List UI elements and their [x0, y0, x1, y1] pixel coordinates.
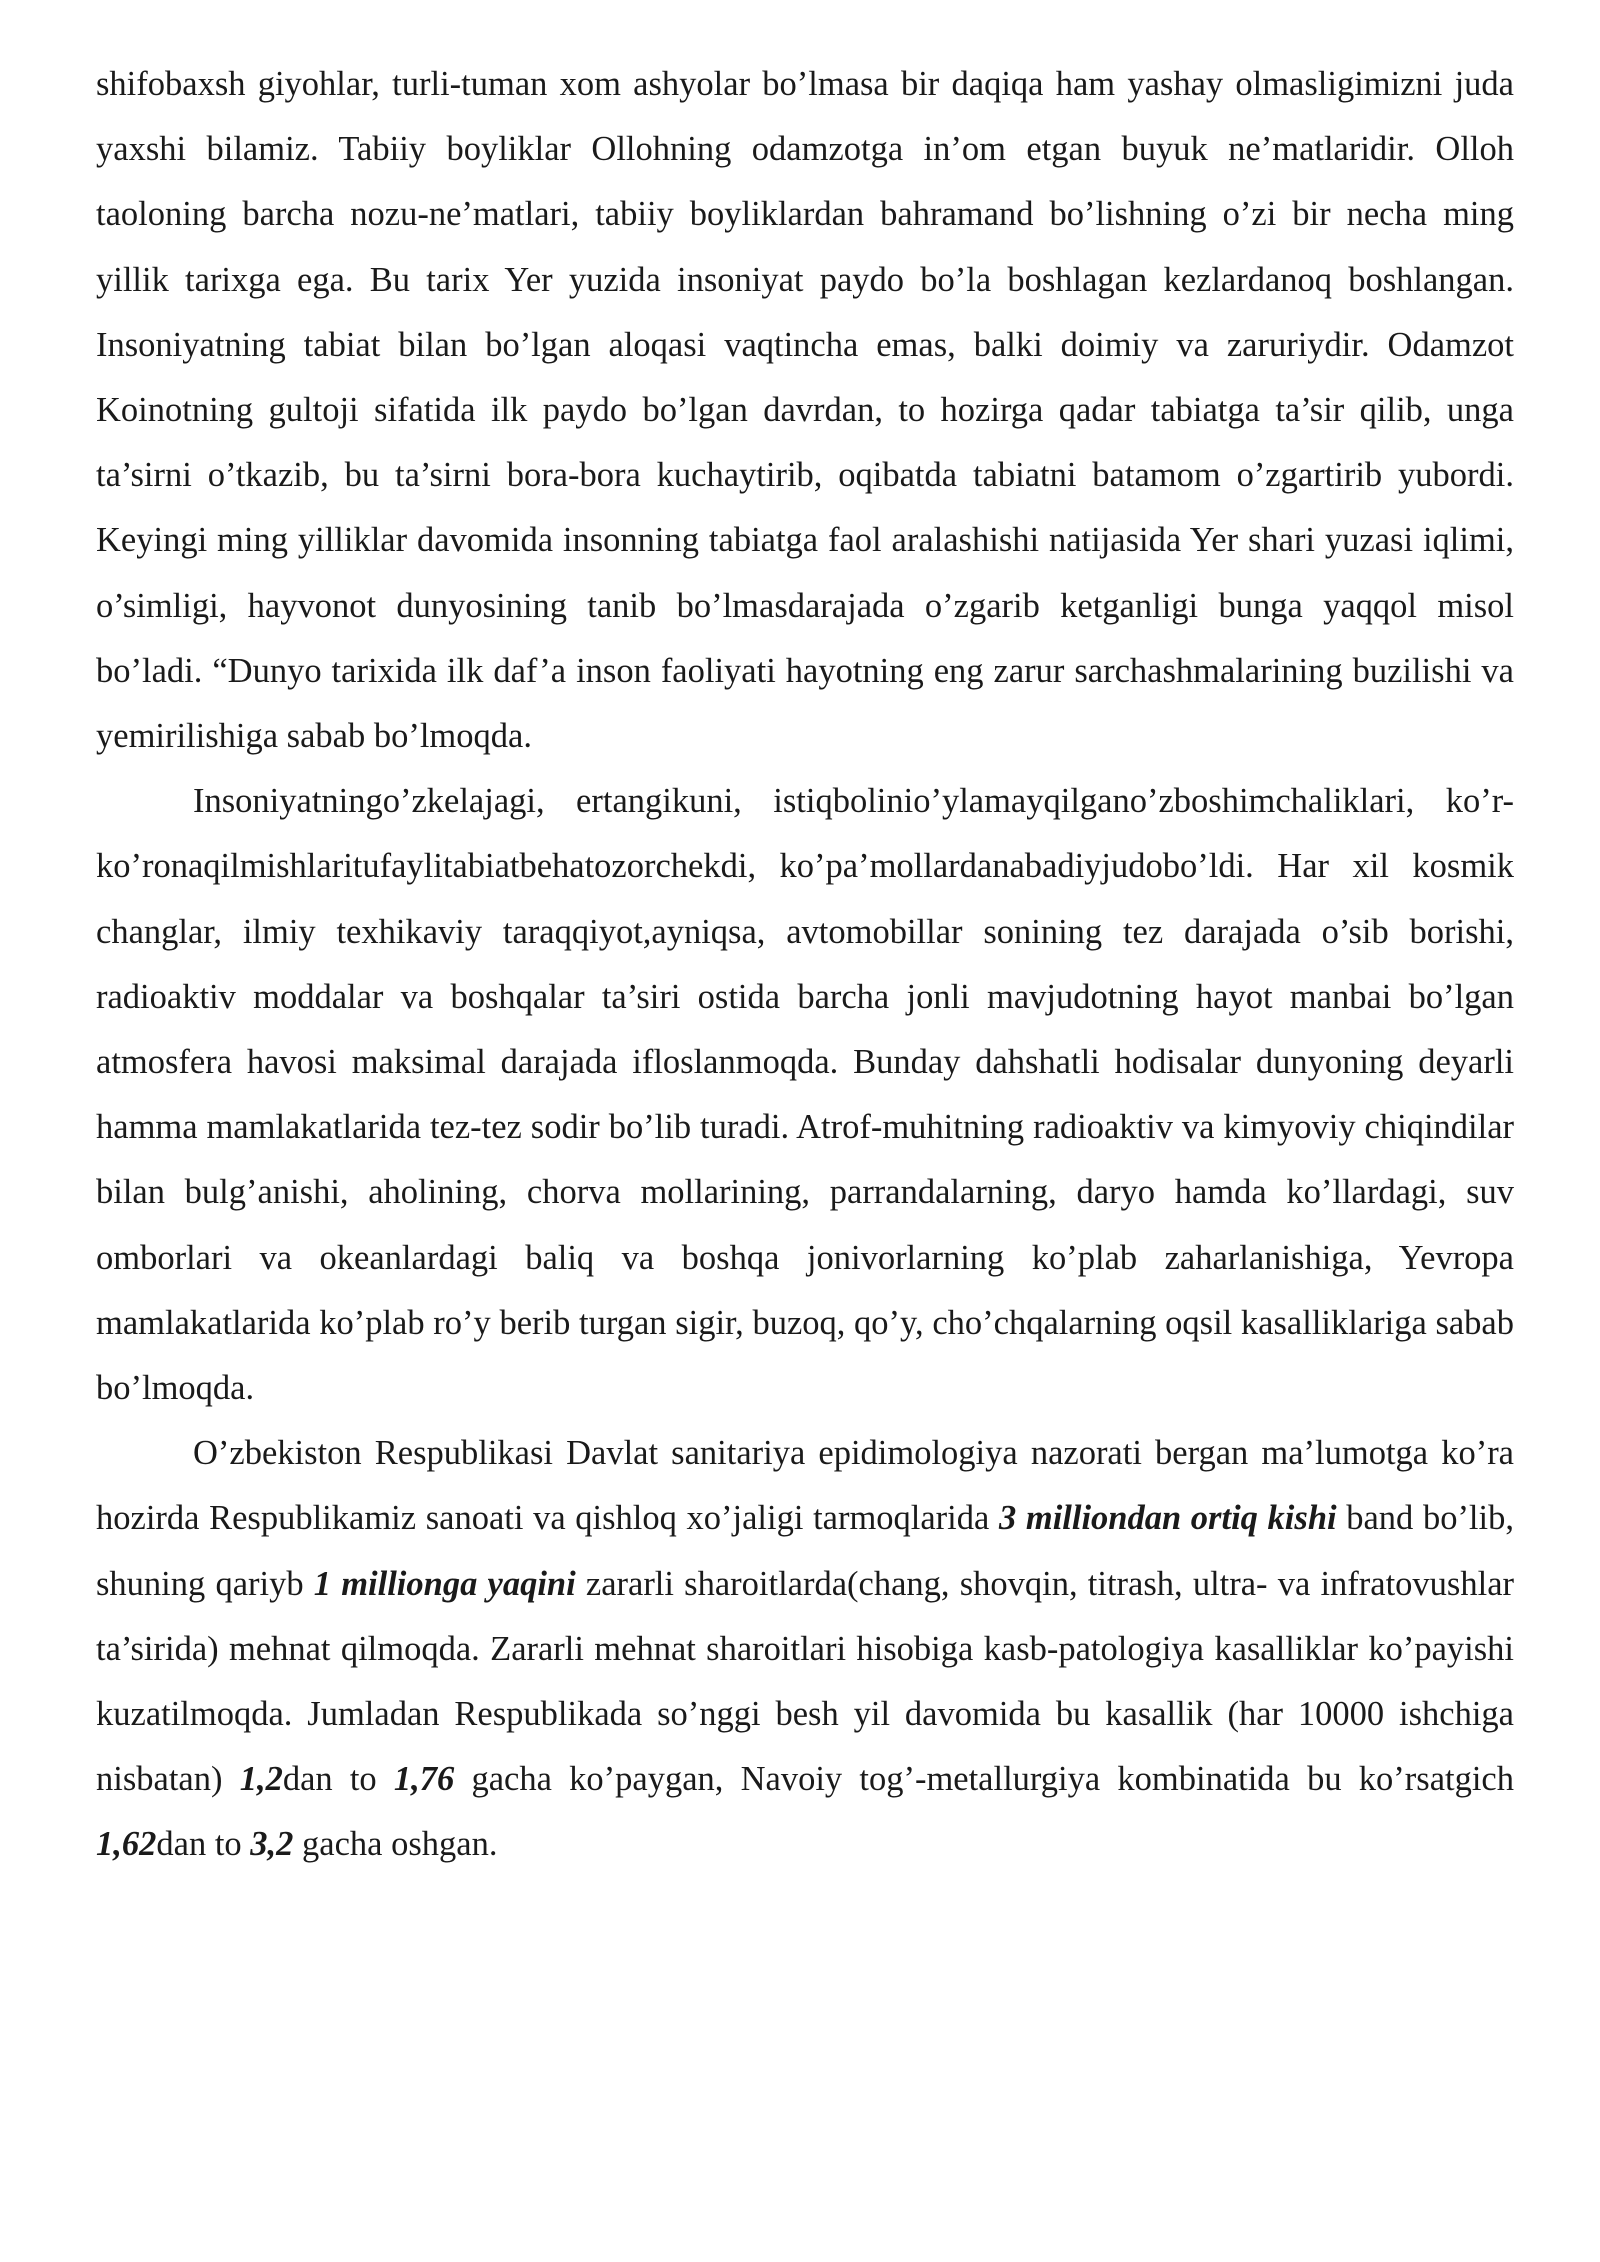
paragraph-1: shifobaxsh giyohlar, turli-tuman xom ashyolar bo’lmasa bir daqiqa ham yashay olmasligimizni juda yaxshi bilamiz. Tabiiy boyliklar Ollohning odamzotga in’om etgan buyuk ne’matlaridir. Olloh taoloning barcha nozu-ne’matlari, tabiiy boyliklardan bahramand bo’lishning o’zi bir necha ming yillik tarixga ega. Bu tarix Yer yuzida insoniyat paydo bo’la boshlagan kezlardanoq boshlangan. Insoniyatning tabiat bilan bo’lgan aloqasi vaqtincha emas, balki doimiy va zaruriydir. Odamzot Koinotning gultoji sifatida ilk paydo bo’lgan davrdan, to hozirga qadar tabiatga ta’sir qilib, unga ta’sirni o’tkazib, bu ta’sirni bora-bora kuchaytirib, oqibatda tabiatni batamom o’zgartirib yubordi. Keyingi ming yilliklar davomida insonning tabiatga faol aralashishi natijasida Yer shari yuzasi iqlimi, o’simligi, hayvonot dunyosining tanib bo’lmasdarajada o’zgarib ketganligi bunga yaqqol misol bo’ladi. “Dunyo tarixida ilk daf’a inson faoliyati hayotning eng zarur sarchashmalarining buzilishi va yemirilishiga sabab bo’lmoqda.	[96, 65, 1514, 756]
emphasis-figure: 1 millionga yaqini	[313, 1564, 576, 1603]
paragraph-3-text: band bo’lib, shuning qariyb	[96, 1499, 1514, 1603]
emphasis-figure: 1,76	[393, 1760, 455, 1799]
paragraph-3-text: gacha oshgan.	[293, 1825, 498, 1864]
emphasis-figure: 3 milliondan ortiq kishi	[998, 1499, 1337, 1538]
paragraph-3	[96, 1421, 1514, 1877]
paragraph-2: Insoniyatningo’zkelajagi, ertangikuni, istiqbolinio’ylamayqilgano’zboshimchaliklari, ko’r-ko’ronaqilmishlaritufaylitabiatbehatozorchekdi, ko’pa’mollardanabadiyjudobo’ldi. Har xil kosmik changlar, ilmiy texhikaviy taraqqiyot,ayniqsa, avtomobillar sonining tez darajada o’sib borishi, radioaktiv moddalar va boshqalar ta’siri ostida barcha jonli mavjudotning hayot manbai bo’lgan atmosfera havosi maksimal darajada ifloslanmoqda. Bunday dahshatli hodisalar dunyoning deyarli hamma mamlakatlarida tez-tez sodir bo’lib turadi. Atrof-muhitning radioaktiv va kimyoviy chiqindilar bilan bulg’anishi, aholining, chorva mollarining, parrandalarning, daryo hamda ko’llardagi, suv omborlari va okeanlardagi baliq va boshqa jonivorlarning ko’plab zaharlanishiga, Yevropa mamlakatlarida ko’plab ro’y berib turgan sigir, buzoq, qo’y, cho’chqalarning oqsil kasalliklariga sabab bo’lmoqda.	[96, 782, 1514, 1408]
emphasis-figure: 1,62	[96, 1825, 157, 1864]
emphasis-figure: 1,2	[239, 1760, 283, 1799]
emphasis-figure: 3,2	[250, 1825, 294, 1864]
paragraph-3-text: zararli sharoitlarda(chang, shovqin, titrash, ultra- va infratovushlar ta’sirida) mehnat qilmoqda. Zararli mehnat sharoitlari hisobiga kasb-patologiya kasalliklar ko’payishi kuzatilmoqda. Jumladan Respublikada so’nggi besh yil davomida bu kasallik (har 10000 ishchiga nisbatan)	[96, 1564, 1514, 1799]
document-page	[96, 52, 1514, 1878]
paragraph-3-text: dan to	[282, 1760, 394, 1799]
paragraph-3-text: O’zbekiston Respublikasi Davlat sanitariya epidimologiya nazorati bergan ma’lumotga ko’ra hozirda Respublikamiz sanoati va qishloq xo’jaligi tarmoqlarida	[96, 1434, 1514, 1538]
paragraph-3-text: dan to	[156, 1825, 251, 1864]
paragraph-3-text: gacha ko’paygan, Navoiy tog’-metallurgiya kombinatida bu ko’rsatgich	[454, 1760, 1515, 1799]
